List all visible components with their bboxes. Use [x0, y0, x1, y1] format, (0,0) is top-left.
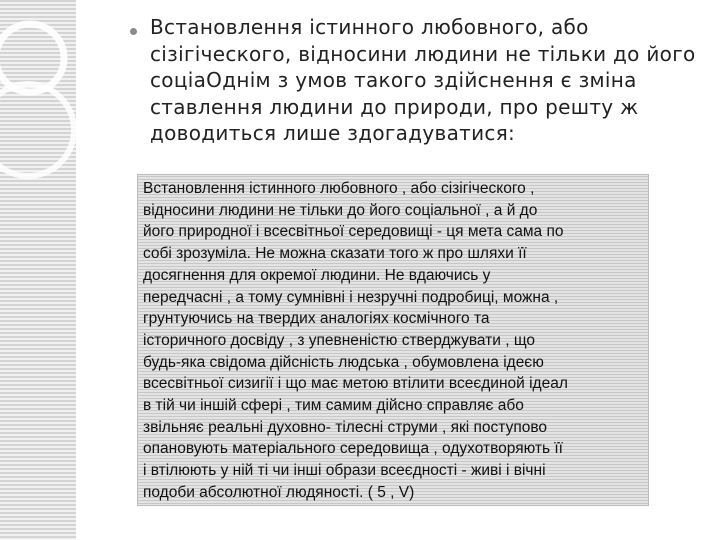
decorative-side-stripe — [0, 0, 76, 540]
decorative-rings — [0, 0, 76, 540]
quote-box — [137, 174, 649, 506]
bullet-dot-icon — [130, 28, 137, 35]
bullet-text: Встановлення істинного любовного, або сізігіческого, відносини людини не тільки до його соціаОднім з умов такого здійснення є зміна ставлення людини до природи, про решту ж доводиться лише здогадуватися: — [150, 15, 696, 145]
quote-text: Встановлення істинного любовного , або сізігіческого , відносини людини не тільки до його соціальної , а й до його природної і всесвітньої середовищі - ця мета сама по собі зрозуміла. Не можна сказати того ж про шляхи її досягнення для окремої людини. Не вдаючись у передчасні , а тому сумнівні і незручні подробиці, можна , грунтуючись на твердих аналогіях космічного та історичного досвіду , з упевненістю стверджувати , що будь-яка свідома дійсність людська , обумовлена ​​ідеєю всесвітньої сизигії і що має метою втілити всеєдиной ідеал в тій чи іншій сфері , тим самим дійсно справляє або звільняє реальні духовно- тілесні струми , які поступово опановують матеріального середовища , одухотворяють її і втілюють у ній ті чи інші образи всеєдності - живі і вічні подоби абсолютної людяності. ( 5 , V) — [143, 180, 568, 501]
bullet-item — [126, 14, 696, 147]
